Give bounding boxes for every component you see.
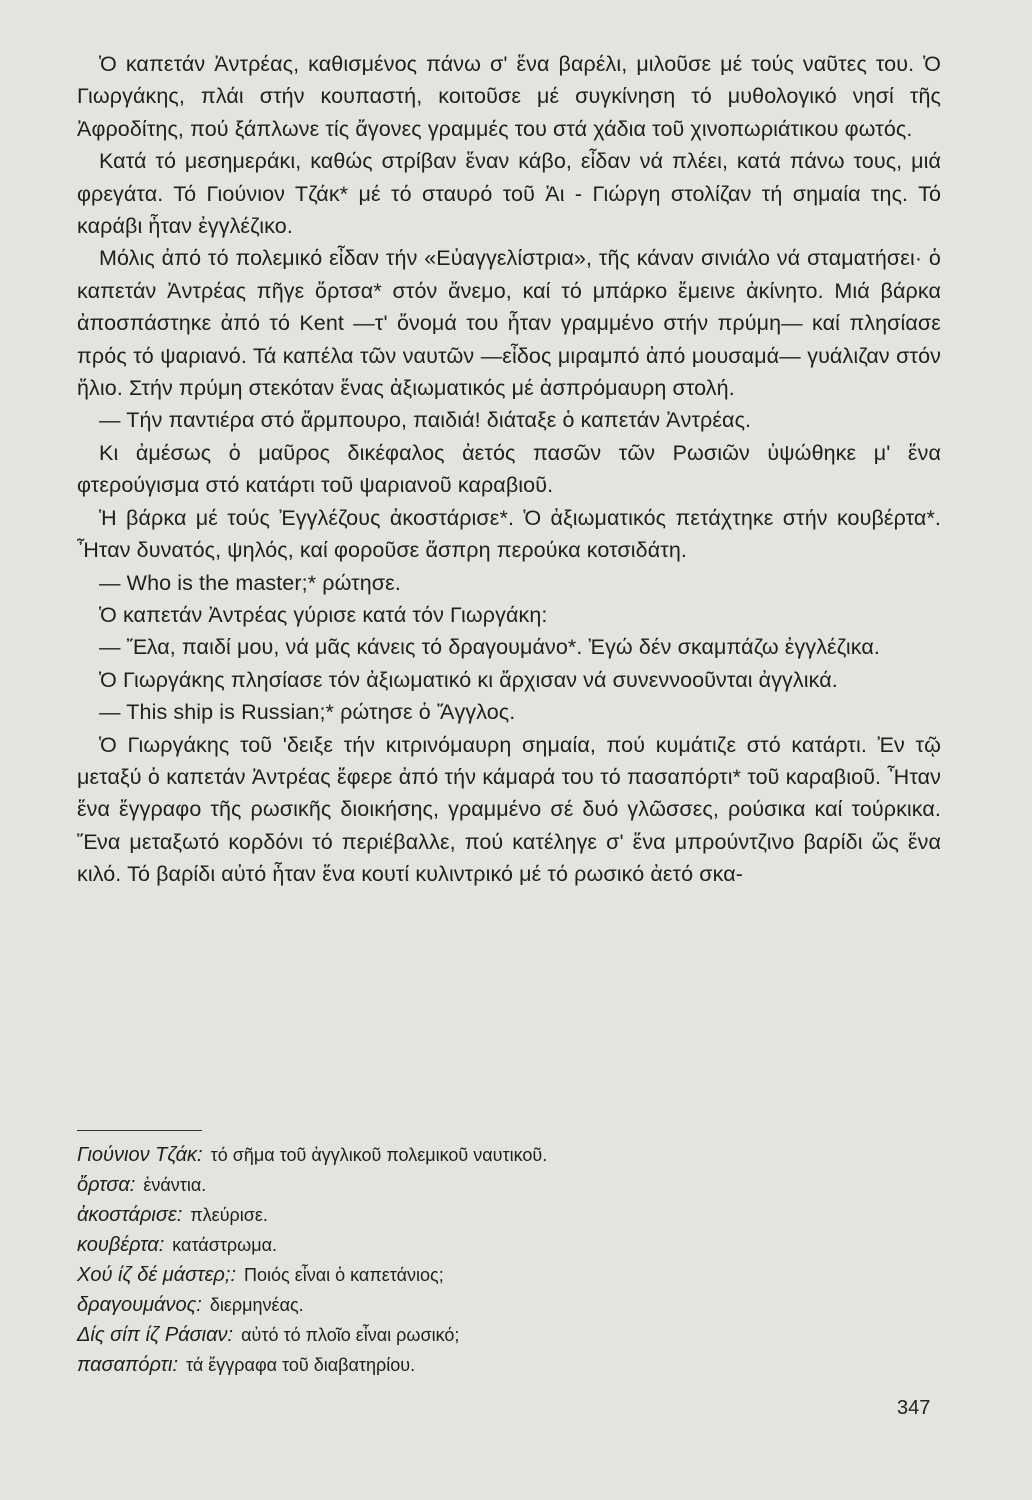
paragraph: Ὁ Γιωργάκης πλησίασε τόν ἀξιωματικό κι ἄρχισαν νά συνεννοοῦνται ἀγγλικά. [99,667,838,692]
dialogue-line: — This ship is Russian;* ρώτησε ὁ Ἄγγλος. [99,700,516,725]
footnote [77,1140,941,1170]
paragraph: Κι ἀμέσως ὁ μαῦρος δικέφαλος ἀετός πασῶν τῶν Ρωσιῶν ὑψώθηκε μ' ἕνα φτερούγισμα στό κατάρτι τοῦ ψαριανοῦ καραβιοῦ. [77,440,941,498]
footnote-gloss: πλεύρισε. [190,1205,268,1225]
footnote-term: πασαπόρτι: [77,1354,179,1376]
footnote [77,1230,941,1260]
footnote-gloss: διερμηνέας. [209,1295,304,1315]
footnote [77,1170,941,1200]
footnote [77,1260,941,1290]
paragraph: Ὁ Γιωργάκης τοῦ 'δειξε τήν κιτρινόμαυρη σημαία, πού κυμάτιζε στό κατάρτι. Ἐν τῷ μεταξύ ὁ καπετάν Ἀντρέας ἔφερε ἀπό τήν κάμαρά του τό πασαπόρτι* τοῦ καραβιοῦ. Ἦταν ἕνα ἔγγραφο τῆς ρωσικῆς διοικήσης, γραμμένο σέ δυό γλῶσσες, ρούσικα καί τούρκικα. Ἕνα μεταξωτό κορδόνι τό περιέβαλλε, πού κατέληγε σ' ἕνα μπρούντζινο βαρίδι ὥς ἕνα κιλό. Τό βαρίδι αὐτό ἦταν ἕνα κουτί κυλιντρικό μέ τό ρωσικό ἀετό σκα- [77,732,941,887]
footnote-gloss: κατάστρωμα. [172,1235,278,1255]
footnote-term: ὄρτσα: [77,1174,136,1196]
footnote-gloss: αὐτό τό πλοῖο εἶναι ρωσικό; [241,1325,460,1345]
footnote-gloss: ἐνάντια. [143,1175,207,1195]
footnote-term: Δίς σίπ ίζ Ράσιαν: [77,1324,234,1346]
footnote-gloss: τά ἔγγραφα τοῦ διαβατηρίου. [186,1355,416,1375]
body-text [77,48,941,891]
dialogue-line: — Τήν παντιέρα στό ἄρμπουρο, παιδιά! διάταξε ὁ καπετάν Ἀντρέας. [99,408,752,433]
footnote [77,1320,941,1350]
footnote-gloss: Ποιός εἶναι ὁ καπετάνιος; [244,1265,444,1285]
footnote [77,1350,941,1380]
footnote-term: Γιούνιον Τζάκ: [77,1144,203,1166]
footnotes [77,1140,941,1380]
paragraph: Ὁ καπετάν Ἀντρέας γύρισε κατά τόν Γιωργάκη: [99,602,548,627]
page-number: 347 [897,1397,931,1419]
paragraph: Ἡ βάρκα μέ τούς Ἐγγλέζους ἀκοστάρισε*. Ὁ ἀξιωματικός πετάχτηκε στήν κουβέρτα*. Ἦταν δυνατός, ψηλός, καί φοροῦσε ἄσπρη περούκα κοτσιδάτη. [77,505,941,563]
footnote-term: Χού ίζ δέ μάστερ;: [77,1264,237,1286]
dialogue-line: — Ἔλα, παιδί μου, νά μᾶς κάνεις τό δραγουμάνο*. Ἐγώ δέν σκαμπάζω ἐγγλέζικα. [99,635,880,660]
footnote-gloss: τό σῆμα τοῦ ἀγγλικοῦ πολεμικοῦ ναυτικοῦ. [210,1145,548,1165]
footnote-term: κουβέρτα: [77,1234,165,1256]
footnote-divider [77,1130,202,1131]
footnote-term: δραγουμάνος: [77,1294,202,1316]
footnote [77,1200,941,1230]
paragraph: Κατά τό μεσημεράκι, καθώς στρίβαν ἕναν κάβο, εἶδαν νά πλέει, κατά πάνω τους, μιά φρεγάτα. Τό Γιούνιον Τζάκ* μέ τό σταυρό τοῦ Ἁι - Γιώργη στολίζαν τή σημαία της. Τό καράβι ἦταν ἐγγλέζικο. [77,149,941,239]
paragraph: Ὁ καπετάν Ἀντρέας, καθισμένος πάνω σ' ἕνα βαρέλι, μιλοῦσε μέ τούς ναῦτες του. Ὁ Γιωργάκης, πλάι στήν κουπαστή, κοιτοῦσε μέ συγκίνηση τό μυθολογικό νησί τῆς Ἀφροδίτης, πού ξάπλωνε τίς ἄγονες γραμμές του στά χάδια τοῦ χινοπωριάτικου φωτός. [77,52,941,141]
dialogue-line: — Who is the master;* ρώτησε. [99,570,401,595]
footnote [77,1290,941,1320]
paragraph: Μόλις ἀπό τό πολεμικό εἶδαν τήν «Εὐαγγελίστρια», τῆς κάναν σινιάλο νά σταματήσει· ὁ καπετάν Ἀντρέας πῆγε ὄρτσα* στόν ἄνεμο, καί τό μπάρκο ἔμεινε ἀκίνητο. Μιά βάρκα ἀποσπάστηκε ἀπό τό Kent —τ' ὄνομά του ἦταν γραμμένο στήν πρύμη— καί πλησίασε πρός τό ψαριανό. Τά καπέλα τῶν ναυτῶν —εἶδος μιραμπό ἀπό μουσαμά— γυάλιζαν στόν ἥλιο. Στήν πρύμη στεκόταν ἕνας ἀξιωματικός μέ ἀσπρόμαυρη στολή. [77,246,941,401]
footnote-term: ἀκοστάρισε: [77,1204,183,1226]
